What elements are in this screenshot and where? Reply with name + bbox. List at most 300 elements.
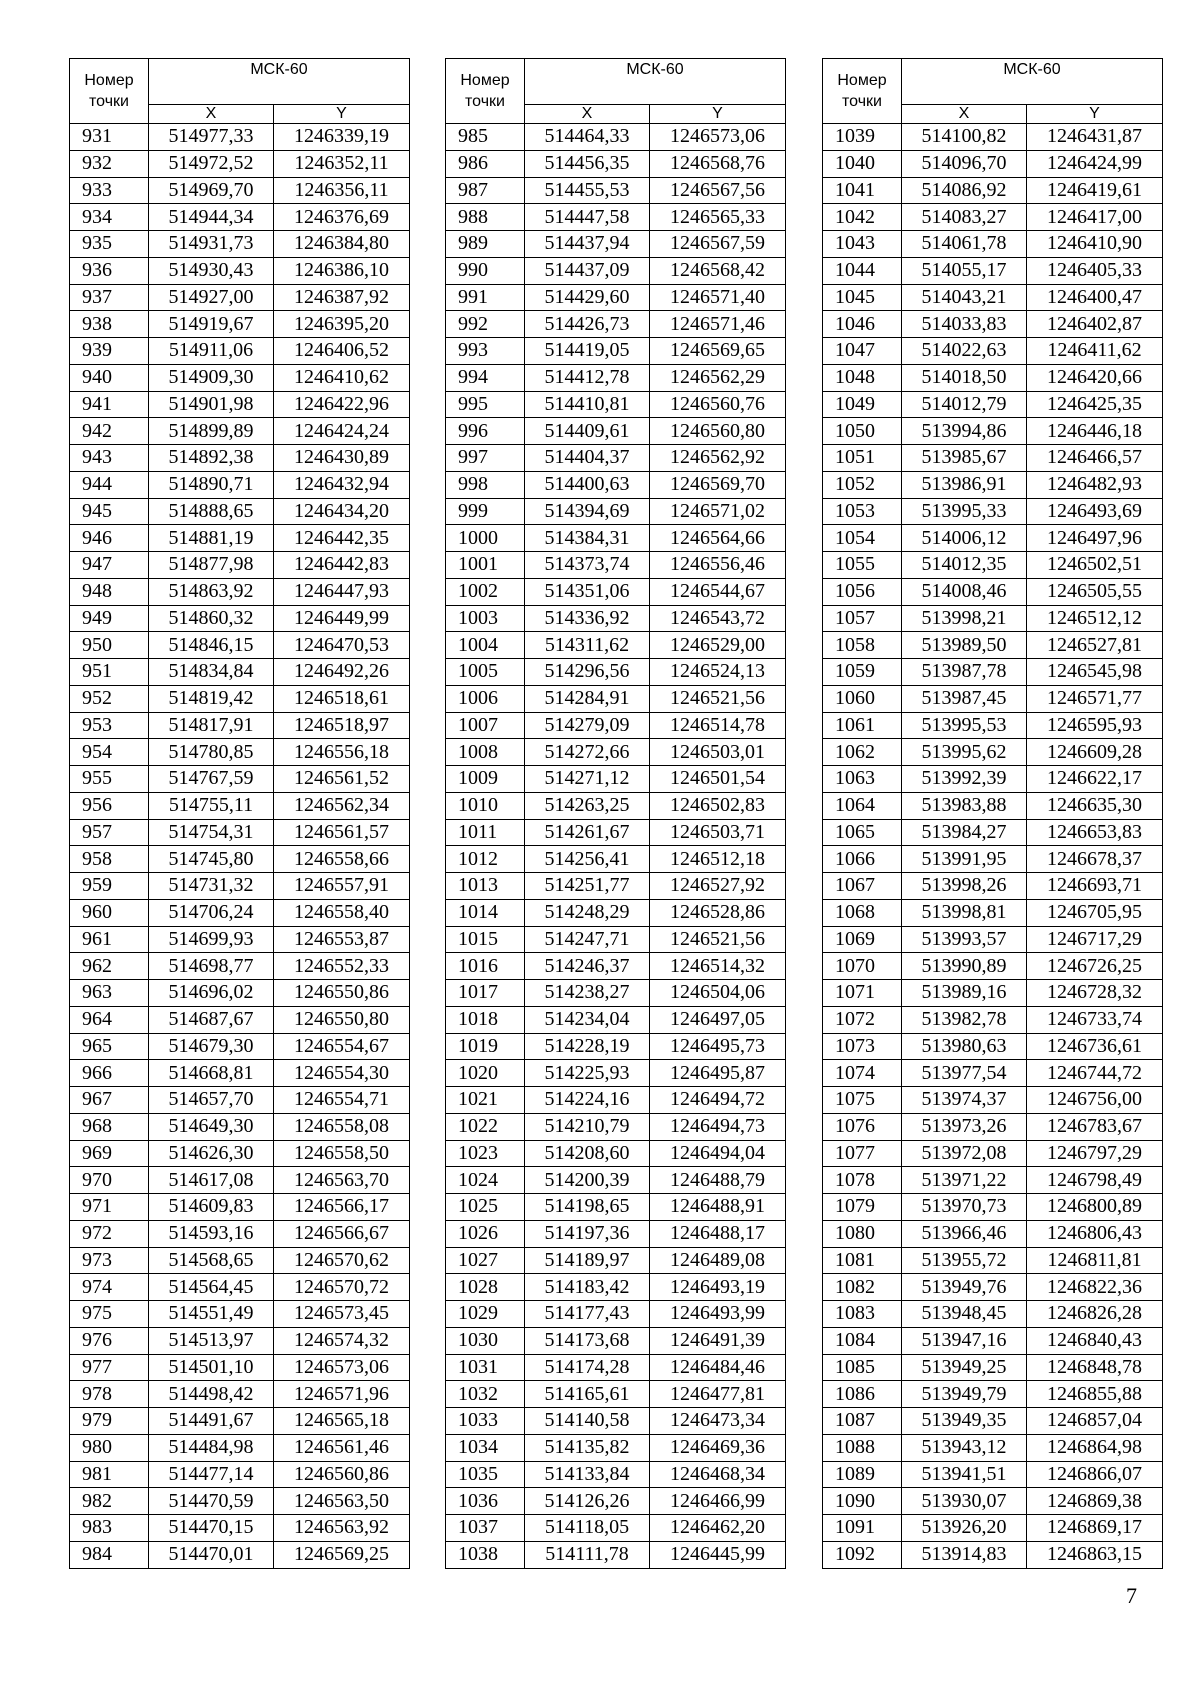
- x-coordinate-cell: 514228,19: [525, 1033, 650, 1060]
- table-row: [823, 1113, 1163, 1140]
- point-number-cell: 978: [70, 1381, 149, 1408]
- table-row: [823, 605, 1163, 632]
- point-number-cell: 1011: [446, 819, 525, 846]
- point-number-cell: 1070: [823, 953, 902, 980]
- table-row: [70, 1087, 410, 1114]
- x-coordinate-cell: 514055,17: [902, 257, 1027, 284]
- y-coordinate-cell: 1246783,67: [1027, 1113, 1163, 1140]
- table-row: [823, 257, 1163, 284]
- table-row: [446, 873, 786, 900]
- x-coordinate-cell: 514930,43: [149, 257, 274, 284]
- table-row: [446, 1381, 786, 1408]
- table-row: [446, 1301, 786, 1328]
- table-row: [823, 471, 1163, 498]
- x-coordinate-cell: 514927,00: [149, 284, 274, 311]
- y-coordinate-cell: 1246411,62: [1027, 338, 1163, 365]
- y-coordinate-cell: 1246482,93: [1027, 471, 1163, 498]
- point-number-cell: 977: [70, 1354, 149, 1381]
- table-row: [70, 1033, 410, 1060]
- table-row: [446, 1140, 786, 1167]
- x-coordinate-cell: 514649,30: [149, 1113, 274, 1140]
- x-coordinate-cell: 514261,67: [525, 819, 650, 846]
- x-coordinate-cell: 514336,92: [525, 605, 650, 632]
- table-row: [823, 525, 1163, 552]
- y-coordinate-cell: 1246462,20: [650, 1515, 786, 1542]
- x-coordinate-cell: 514863,92: [149, 578, 274, 605]
- y-coordinate-cell: 1246514,32: [650, 953, 786, 980]
- x-coordinate-cell: 514899,89: [149, 418, 274, 445]
- point-number-cell: 943: [70, 445, 149, 472]
- y-coordinate-cell: 1246563,70: [274, 1167, 410, 1194]
- point-number-cell: 967: [70, 1087, 149, 1114]
- x-coordinate-cell: 514033,83: [902, 311, 1027, 338]
- point-number-cell: 956: [70, 792, 149, 819]
- x-coordinate-cell: 513993,57: [902, 926, 1027, 953]
- point-number-cell: 1082: [823, 1274, 902, 1301]
- y-coordinate-cell: 1246466,99: [650, 1488, 786, 1515]
- y-coordinate-cell: 1246571,02: [650, 498, 786, 525]
- y-coordinate-cell: 1246488,91: [650, 1194, 786, 1221]
- table-row: [70, 364, 410, 391]
- table-row: [446, 498, 786, 525]
- y-coordinate-cell: 1246468,34: [650, 1461, 786, 1488]
- point-number-cell: 1000: [446, 525, 525, 552]
- x-coordinate-cell: 514977,33: [149, 124, 274, 151]
- table-row: [823, 1381, 1163, 1408]
- point-number-cell: 1085: [823, 1354, 902, 1381]
- y-coordinate-cell: 1246495,87: [650, 1060, 786, 1087]
- y-coordinate-cell: 1246527,92: [650, 873, 786, 900]
- point-number-cell: 1077: [823, 1140, 902, 1167]
- point-number-cell: 1043: [823, 231, 902, 258]
- x-coordinate-cell: 514881,19: [149, 525, 274, 552]
- x-coordinate-cell: 514456,35: [525, 150, 650, 177]
- x-coordinate-cell: 514698,77: [149, 953, 274, 980]
- table-row: [446, 204, 786, 231]
- x-coordinate-cell: 514311,62: [525, 632, 650, 659]
- point-number-cell: 1049: [823, 391, 902, 418]
- table-row: [823, 659, 1163, 686]
- table-row: [446, 819, 786, 846]
- y-coordinate-cell: 1246563,50: [274, 1488, 410, 1515]
- y-coordinate-cell: 1246756,00: [1027, 1087, 1163, 1114]
- y-coordinate-cell: 1246543,72: [650, 605, 786, 632]
- table-row: [70, 1327, 410, 1354]
- y-coordinate-cell: 1246419,61: [1027, 177, 1163, 204]
- table-row: [823, 980, 1163, 1007]
- x-coordinate-cell: 514183,42: [525, 1274, 650, 1301]
- point-number-cell: 1025: [446, 1194, 525, 1221]
- x-coordinate-cell: 514706,24: [149, 899, 274, 926]
- coordinate-system-header: МСК-60: [902, 59, 1163, 105]
- x-coordinate-cell: 513998,26: [902, 873, 1027, 900]
- table-row: [823, 1060, 1163, 1087]
- y-coordinate-cell: 1246571,77: [1027, 685, 1163, 712]
- y-coordinate-cell: 1246569,70: [650, 471, 786, 498]
- table-row: [446, 311, 786, 338]
- x-coordinate-cell: 514745,80: [149, 846, 274, 873]
- x-coordinate-cell: 514696,02: [149, 980, 274, 1007]
- table-row: [823, 953, 1163, 980]
- point-number-cell: 995: [446, 391, 525, 418]
- point-number-cell: 1090: [823, 1488, 902, 1515]
- point-number-cell: 1002: [446, 578, 525, 605]
- x-coordinate-cell: 514679,30: [149, 1033, 274, 1060]
- table-row: [70, 150, 410, 177]
- point-number-cell: 1034: [446, 1434, 525, 1461]
- x-coordinate-cell: 513990,89: [902, 953, 1027, 980]
- point-number-cell: 1038: [446, 1541, 525, 1568]
- x-coordinate-cell: 513983,88: [902, 792, 1027, 819]
- table-row: [70, 471, 410, 498]
- point-number-cell: 961: [70, 926, 149, 953]
- y-coordinate-cell: 1246554,67: [274, 1033, 410, 1060]
- y-coordinate-cell: 1246425,35: [1027, 391, 1163, 418]
- table-row: [446, 150, 786, 177]
- point-number-cell: 971: [70, 1194, 149, 1221]
- table-row: [70, 257, 410, 284]
- y-coordinate-cell: 1246410,90: [1027, 231, 1163, 258]
- table-row: [823, 1087, 1163, 1114]
- point-number-cell: 1050: [823, 418, 902, 445]
- x-coordinate-cell: 513985,67: [902, 445, 1027, 472]
- table-row: [446, 418, 786, 445]
- point-number-cell: 942: [70, 418, 149, 445]
- y-coordinate-cell: 1246395,20: [274, 311, 410, 338]
- table-row: [823, 578, 1163, 605]
- x-coordinate-cell: 513986,91: [902, 471, 1027, 498]
- y-coordinate-cell: 1246504,06: [650, 980, 786, 1007]
- point-number-cell: 1078: [823, 1167, 902, 1194]
- y-coordinate-cell: 1246864,98: [1027, 1434, 1163, 1461]
- point-number-cell: 1018: [446, 1006, 525, 1033]
- y-coordinate-cell: 1246447,93: [274, 578, 410, 605]
- table-row: [446, 1247, 786, 1274]
- table-row: [446, 124, 786, 151]
- table-row: [446, 685, 786, 712]
- point-number-cell: 1054: [823, 525, 902, 552]
- x-coordinate-cell: 513992,39: [902, 766, 1027, 793]
- x-coordinate-cell: 514513,97: [149, 1327, 274, 1354]
- point-number-cell: 952: [70, 685, 149, 712]
- point-number-cell: 953: [70, 712, 149, 739]
- point-number-cell: 1064: [823, 792, 902, 819]
- table-row: [446, 953, 786, 980]
- point-number-cell: 1092: [823, 1541, 902, 1568]
- x-coordinate-cell: 513930,07: [902, 1488, 1027, 1515]
- x-coordinate-cell: 513955,72: [902, 1247, 1027, 1274]
- point-number-cell: 1014: [446, 899, 525, 926]
- table-row: [446, 1327, 786, 1354]
- y-coordinate-cell: 1246503,71: [650, 819, 786, 846]
- table-row: [70, 1274, 410, 1301]
- y-coordinate-cell: 1246840,43: [1027, 1327, 1163, 1354]
- y-coordinate-cell: 1246573,06: [274, 1354, 410, 1381]
- point-number-cell: 1059: [823, 659, 902, 686]
- table-row: [823, 1434, 1163, 1461]
- y-coordinate-cell: 1246797,29: [1027, 1140, 1163, 1167]
- y-coordinate-cell: 1246561,52: [274, 766, 410, 793]
- point-number-cell: 1058: [823, 632, 902, 659]
- y-coordinate-cell: 1246493,99: [650, 1301, 786, 1328]
- point-number-cell: 998: [446, 471, 525, 498]
- point-number-cell: 1065: [823, 819, 902, 846]
- y-coordinate-cell: 1246570,62: [274, 1247, 410, 1274]
- y-coordinate-cell: 1246571,46: [650, 311, 786, 338]
- x-coordinate-cell: 514447,58: [525, 204, 650, 231]
- y-coordinate-cell: 1246488,79: [650, 1167, 786, 1194]
- y-column-header: Y: [274, 105, 410, 124]
- y-coordinate-cell: 1246503,01: [650, 739, 786, 766]
- x-coordinate-cell: 514901,98: [149, 391, 274, 418]
- table-row: [823, 231, 1163, 258]
- y-coordinate-cell: 1246744,72: [1027, 1060, 1163, 1087]
- table-row: [70, 418, 410, 445]
- x-coordinate-cell: 514234,04: [525, 1006, 650, 1033]
- y-coordinate-cell: 1246524,13: [650, 659, 786, 686]
- table-row: [70, 873, 410, 900]
- y-column-header: Y: [1027, 105, 1163, 124]
- point-number-cell: 1007: [446, 712, 525, 739]
- y-coordinate-cell: 1246569,25: [274, 1541, 410, 1568]
- table-row: [823, 498, 1163, 525]
- table-row: [823, 1488, 1163, 1515]
- table-row: [823, 1194, 1163, 1221]
- x-coordinate-cell: 514133,84: [525, 1461, 650, 1488]
- table-row: [70, 1461, 410, 1488]
- table-row: [446, 1461, 786, 1488]
- point-number-cell: 1046: [823, 311, 902, 338]
- table-row: [823, 1140, 1163, 1167]
- table-row: [823, 1006, 1163, 1033]
- table-row: [823, 1354, 1163, 1381]
- y-coordinate-cell: 1246565,18: [274, 1408, 410, 1435]
- table-row: [823, 338, 1163, 365]
- x-coordinate-cell: 514767,59: [149, 766, 274, 793]
- x-coordinate-cell: 513987,78: [902, 659, 1027, 686]
- point-number-header: Номер точки: [70, 59, 149, 124]
- table-row: [70, 578, 410, 605]
- y-coordinate-cell: 1246570,72: [274, 1274, 410, 1301]
- y-coordinate-cell: 1246595,93: [1027, 712, 1163, 739]
- y-coordinate-cell: 1246556,18: [274, 739, 410, 766]
- table-row: [446, 257, 786, 284]
- point-number-cell: 934: [70, 204, 149, 231]
- point-number-cell: 1063: [823, 766, 902, 793]
- y-coordinate-cell: 1246494,72: [650, 1087, 786, 1114]
- table-row: [446, 338, 786, 365]
- point-number-cell: 1061: [823, 712, 902, 739]
- point-number-cell: 1003: [446, 605, 525, 632]
- x-coordinate-cell: 514224,16: [525, 1087, 650, 1114]
- table-row: [446, 1515, 786, 1542]
- point-number-cell: 1008: [446, 739, 525, 766]
- point-number-cell: 1005: [446, 659, 525, 686]
- y-coordinate-cell: 1246736,61: [1027, 1033, 1163, 1060]
- point-number-cell: 950: [70, 632, 149, 659]
- table-row: [446, 391, 786, 418]
- table-row: [70, 1006, 410, 1033]
- table-row: [446, 1220, 786, 1247]
- x-coordinate-cell: 514969,70: [149, 177, 274, 204]
- table-row: [70, 1515, 410, 1542]
- y-coordinate-cell: 1246449,99: [274, 605, 410, 632]
- x-coordinate-cell: 514834,84: [149, 659, 274, 686]
- point-number-cell: 1031: [446, 1354, 525, 1381]
- point-number-cell: 932: [70, 150, 149, 177]
- x-coordinate-cell: 513991,95: [902, 846, 1027, 873]
- x-coordinate-cell: 514470,15: [149, 1515, 274, 1542]
- y-coordinate-cell: 1246573,06: [650, 124, 786, 151]
- point-number-cell: 944: [70, 471, 149, 498]
- table-row: [446, 739, 786, 766]
- x-coordinate-cell: 513987,45: [902, 685, 1027, 712]
- y-coordinate-cell: 1246806,43: [1027, 1220, 1163, 1247]
- point-number-cell: 984: [70, 1541, 149, 1568]
- y-coordinate-cell: 1246494,04: [650, 1140, 786, 1167]
- coordinate-system-header: МСК-60: [149, 59, 410, 105]
- table-row: [823, 873, 1163, 900]
- point-number-cell: 931: [70, 124, 149, 151]
- x-coordinate-cell: 514491,67: [149, 1408, 274, 1435]
- x-coordinate-cell: 514568,65: [149, 1247, 274, 1274]
- point-number-cell: 990: [446, 257, 525, 284]
- table-row: [70, 311, 410, 338]
- x-coordinate-cell: 514173,68: [525, 1327, 650, 1354]
- table-row: [823, 846, 1163, 873]
- point-number-cell: 1010: [446, 792, 525, 819]
- x-coordinate-cell: 514412,78: [525, 364, 650, 391]
- point-number-cell: 1013: [446, 873, 525, 900]
- x-coordinate-cell: 514931,73: [149, 231, 274, 258]
- y-coordinate-cell: 1246466,57: [1027, 445, 1163, 472]
- point-number-cell: 1021: [446, 1087, 525, 1114]
- x-coordinate-cell: 514238,27: [525, 980, 650, 1007]
- point-number-cell: 941: [70, 391, 149, 418]
- y-coordinate-cell: 1246489,08: [650, 1247, 786, 1274]
- y-coordinate-cell: 1246545,98: [1027, 659, 1163, 686]
- table-row: [70, 1060, 410, 1087]
- point-number-cell: 946: [70, 525, 149, 552]
- x-coordinate-cell: 514498,42: [149, 1381, 274, 1408]
- point-number-cell: 1037: [446, 1515, 525, 1542]
- table-row: [446, 1274, 786, 1301]
- y-coordinate-cell: 1246410,62: [274, 364, 410, 391]
- y-coordinate-cell: 1246521,56: [650, 926, 786, 953]
- x-coordinate-cell: 514118,05: [525, 1515, 650, 1542]
- table-row: [70, 685, 410, 712]
- y-coordinate-cell: 1246424,24: [274, 418, 410, 445]
- x-coordinate-cell: 514012,79: [902, 391, 1027, 418]
- point-number-cell: 993: [446, 338, 525, 365]
- y-coordinate-cell: 1246569,65: [650, 338, 786, 365]
- table-row: [70, 1541, 410, 1568]
- point-number-cell: 1073: [823, 1033, 902, 1060]
- x-coordinate-cell: 514484,98: [149, 1434, 274, 1461]
- x-coordinate-cell: 514225,93: [525, 1060, 650, 1087]
- x-coordinate-cell: 513998,81: [902, 899, 1027, 926]
- y-coordinate-cell: 1246442,83: [274, 552, 410, 579]
- x-coordinate-cell: 514464,33: [525, 124, 650, 151]
- y-coordinate-cell: 1246505,55: [1027, 578, 1163, 605]
- point-number-cell: 1036: [446, 1488, 525, 1515]
- table-row: [823, 712, 1163, 739]
- x-coordinate-cell: 514018,50: [902, 364, 1027, 391]
- x-coordinate-cell: 514061,78: [902, 231, 1027, 258]
- table-row: [70, 1434, 410, 1461]
- x-coordinate-cell: 513995,53: [902, 712, 1027, 739]
- point-number-cell: 1040: [823, 150, 902, 177]
- table-row: [446, 632, 786, 659]
- y-coordinate-cell: 1246566,67: [274, 1220, 410, 1247]
- x-coordinate-cell: 514911,06: [149, 338, 274, 365]
- point-number-cell: 970: [70, 1167, 149, 1194]
- point-number-cell: 992: [446, 311, 525, 338]
- point-number-cell: 1055: [823, 552, 902, 579]
- x-coordinate-cell: 514409,61: [525, 418, 650, 445]
- x-coordinate-cell: 514470,59: [149, 1488, 274, 1515]
- y-coordinate-cell: 1246848,78: [1027, 1354, 1163, 1381]
- y-coordinate-cell: 1246866,07: [1027, 1461, 1163, 1488]
- y-coordinate-cell: 1246800,89: [1027, 1194, 1163, 1221]
- y-coordinate-cell: 1246529,00: [650, 632, 786, 659]
- point-number-cell: 951: [70, 659, 149, 686]
- y-coordinate-cell: 1246339,19: [274, 124, 410, 151]
- x-column-header: X: [149, 105, 274, 124]
- page-number: 7: [1126, 1583, 1137, 1608]
- x-coordinate-cell: 513943,12: [902, 1434, 1027, 1461]
- y-coordinate-cell: 1246560,76: [650, 391, 786, 418]
- x-coordinate-cell: 514404,37: [525, 445, 650, 472]
- y-coordinate-cell: 1246430,89: [274, 445, 410, 472]
- y-coordinate-cell: 1246554,71: [274, 1087, 410, 1114]
- x-coordinate-cell: 514819,42: [149, 685, 274, 712]
- point-number-cell: 994: [446, 364, 525, 391]
- table-row: [446, 605, 786, 632]
- x-coordinate-cell: 513966,46: [902, 1220, 1027, 1247]
- table-row: [823, 1220, 1163, 1247]
- x-coordinate-cell: 514564,45: [149, 1274, 274, 1301]
- table-row: [446, 659, 786, 686]
- table-row: [446, 980, 786, 1007]
- y-coordinate-cell: 1246502,83: [650, 792, 786, 819]
- y-coordinate-cell: 1246484,46: [650, 1354, 786, 1381]
- table-row: [823, 766, 1163, 793]
- y-coordinate-cell: 1246798,49: [1027, 1167, 1163, 1194]
- y-coordinate-cell: 1246560,80: [650, 418, 786, 445]
- x-coordinate-cell: 514780,85: [149, 739, 274, 766]
- point-number-cell: 1012: [446, 846, 525, 873]
- y-coordinate-cell: 1246442,35: [274, 525, 410, 552]
- point-number-cell: 947: [70, 552, 149, 579]
- y-coordinate-cell: 1246402,87: [1027, 311, 1163, 338]
- y-coordinate-cell: 1246497,05: [650, 1006, 786, 1033]
- table-row: [823, 124, 1163, 151]
- x-coordinate-cell: 514256,41: [525, 846, 650, 873]
- table-row: [823, 284, 1163, 311]
- x-coordinate-cell: 513995,33: [902, 498, 1027, 525]
- x-coordinate-cell: 514197,36: [525, 1220, 650, 1247]
- table-row: [823, 204, 1163, 231]
- table-row: [823, 1247, 1163, 1274]
- x-coordinate-cell: 514846,15: [149, 632, 274, 659]
- table-row: [823, 311, 1163, 338]
- point-number-cell: 1004: [446, 632, 525, 659]
- point-number-header: Номер точки: [446, 59, 525, 124]
- x-coordinate-cell: 514251,77: [525, 873, 650, 900]
- x-coordinate-cell: 514394,69: [525, 498, 650, 525]
- y-coordinate-cell: 1246554,30: [274, 1060, 410, 1087]
